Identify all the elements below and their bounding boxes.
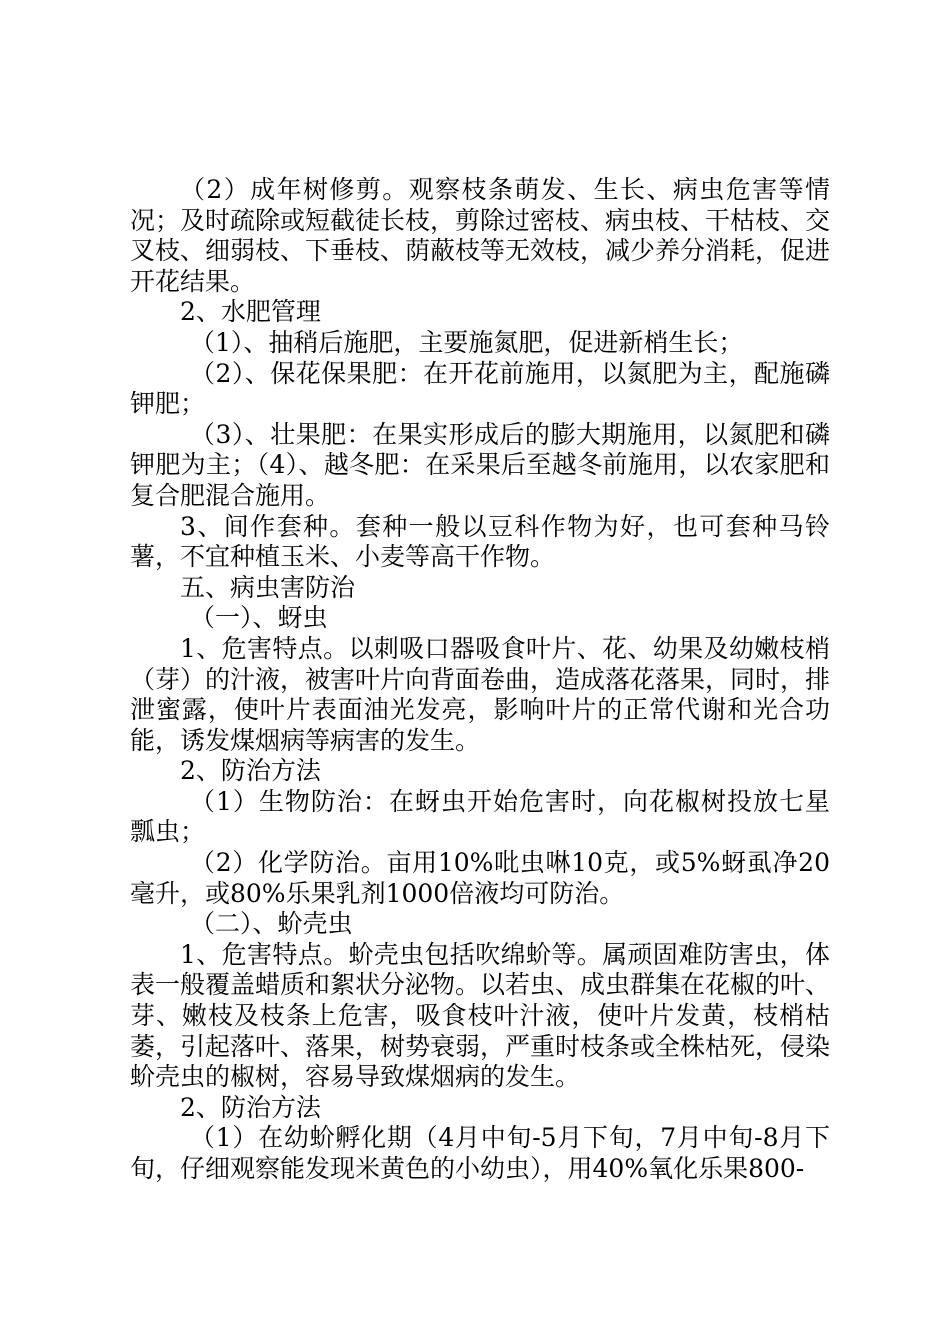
heading-aphid-control: 2、防治方法 xyxy=(180,756,321,786)
paragraph-aphid-bio-control: （1）生物防治：在蚜虫开始危害时，向花椒树投放七星瓢虫； xyxy=(130,786,830,847)
heading-scale-insect: （二）、蚧壳虫 xyxy=(190,909,353,939)
paragraph-intercropping: 3、间作套种。套种一般以豆科作物为好，也可套种马铃薯，不宜种植玉米、小麦等高干作物。 xyxy=(130,511,830,572)
paragraph-fertilizer-3-4: （3）、壮果肥：在果实形成后的膨大期施用，以氮肥和磷钾肥为主；（4）、越冬肥：在采果后至越冬前施用，以农家肥和复合肥混合施用。 xyxy=(130,419,830,510)
document-body xyxy=(130,175,830,1185)
paragraph-aphid-features: 1、危害特点。以刺吸口器吸食叶片、花、幼果及幼嫩枝梢（芽）的汁液，被害叶片向背面卷曲，造成落花落果，同时，排泄蜜露，使叶片表面油光发亮，影响叶片的正常代谢和光合功能，诱发煤烟病等病害的发生。 xyxy=(130,633,831,755)
paragraph-scale-features: 1、危害特点。蚧壳虫包括吹绵蚧等。属顽固难防害虫，体表一般覆盖蜡质和絮状分泌物。以若虫、成虫群集在花椒的叶、芽、嫩枝及枝条上危害，吸食枝叶汁液，使叶片发黄，枝梢枯萎，引起落叶、落果，树势衰弱，严重时枝条或全株枯死，侵染蚧壳虫的椒树，容易导致煤烟病的发生。 xyxy=(130,939,831,1092)
heading-scale-control: 2、防治方法 xyxy=(180,1092,321,1122)
paragraph-fertilizer-1: （1）、抽稍后施肥，主要施氮肥，促进新梢生长； xyxy=(190,327,744,357)
heading-aphid: （一）、蚜虫 xyxy=(190,603,328,633)
paragraph-fertilizer-2: （2）、保花保果肥：在开花前施用，以氮肥为主，配施磷钾肥； xyxy=(130,358,830,419)
heading-pest-control: 五、病虫害防治 xyxy=(180,572,356,602)
heading-water-fertilizer: 2、水肥管理 xyxy=(180,297,321,327)
paragraph-scale-control-1: （1）在幼蚧孵化期（4月中旬-5月下旬，7月中旬-8月下旬，仔细观察能发现米黄色的小幼虫），用40%氧化乐果800- xyxy=(130,1123,830,1183)
paragraph-aphid-chem-control: （2）化学防治。亩用10%吡虫啉10克，或5%蚜虱净20毫升，或80%乐果乳剂1000倍液均可防治。 xyxy=(130,848,830,908)
paragraph-adult-tree-pruning: （2）成年树修剪。观察枝条萌发、生长、病虫危害等情况；及时疏除或短截徒长枝，剪除过密枝、病虫枝、干枯枝、交叉枝、细弱枝、下垂枝、荫蔽枝等无效枝，减少养分消耗，促进开花结果。 xyxy=(130,175,831,296)
